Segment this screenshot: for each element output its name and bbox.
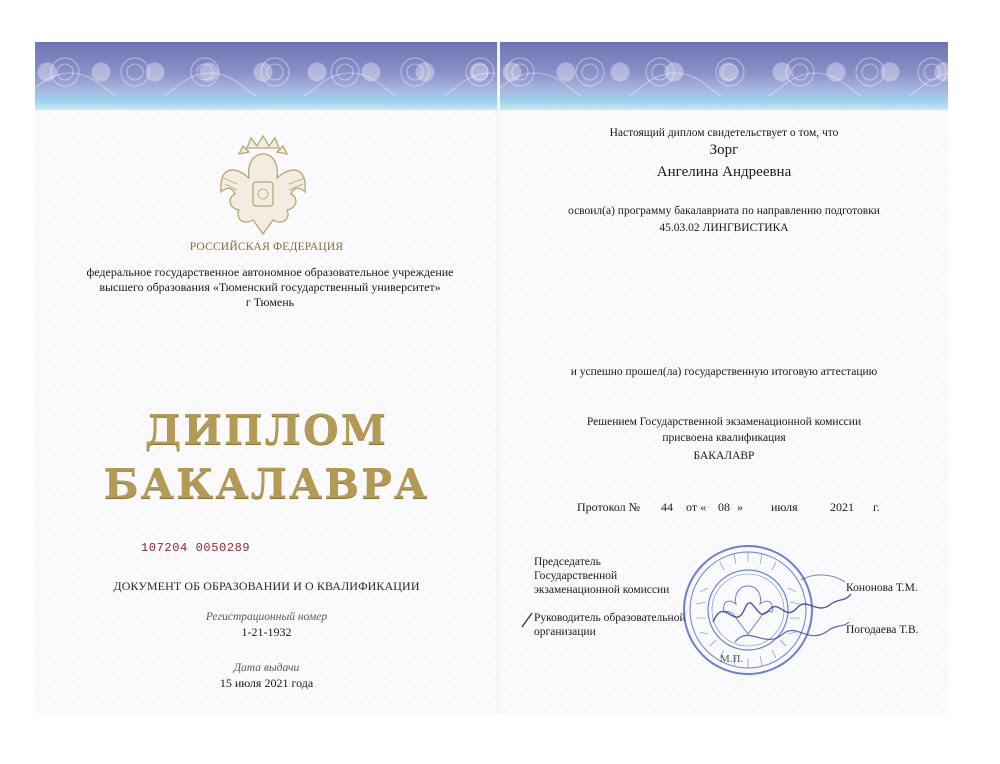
graduate-surname: Зорг: [709, 142, 739, 158]
protocol-number: 44: [661, 500, 673, 514]
qualification: БАКАЛАВР: [693, 450, 755, 462]
head-title-line-1: Руководитель образовательной: [534, 612, 686, 624]
protocol-year: 2021: [830, 500, 854, 514]
security-band: [500, 42, 948, 110]
russian-coat-of-arms-icon: [213, 134, 313, 244]
protocol-date-close: »: [737, 500, 743, 514]
chair-title-line-2: Государственной: [534, 570, 618, 582]
guilloche-pattern: [500, 48, 948, 96]
protocol-year-suffix: г.: [873, 500, 880, 514]
head-signatory-name: Погодаева Т.В.: [846, 624, 919, 636]
handwritten-signature: [705, 564, 855, 664]
registration-number-label: Регистрационный номер: [205, 611, 328, 623]
commission-decision-line-2: присвоена квалификация: [662, 432, 786, 444]
registration-number: 1-21-1932: [241, 625, 292, 639]
program-name: 45.03.02 ЛИНГВИСТИКА: [659, 222, 789, 234]
institution-city: г Тюмень: [245, 295, 295, 309]
protocol-label: Протокол №: [577, 500, 641, 514]
protocol-month: июля: [771, 500, 798, 514]
diploma-serial-number: 107204 0050289: [141, 541, 251, 555]
country-name: РОССИЙСКАЯ ФЕДЕРАЦИЯ: [189, 241, 344, 253]
diploma-right-page: [500, 42, 948, 714]
pen-mark-icon: [520, 612, 534, 628]
protocol-date-open: от «: [686, 500, 707, 514]
diploma-title-line-1: ДИПЛОМ: [144, 406, 389, 454]
commission-decision-line-1: Решением Государственной экзаменационной комиссии: [586, 416, 862, 428]
certifies-statement: Настоящий диплом свидетельствует о том, что: [609, 127, 839, 139]
head-title-line-2: организации: [534, 626, 596, 638]
program-statement: освоил(а) программу бакалавриата по направлению подготовки: [568, 205, 880, 217]
issue-date: 15 июля 2021 года: [219, 676, 314, 690]
institution-line-2: высшего образования «Тюменский государственный университет»: [99, 280, 441, 294]
chair-signatory-name: Кононова Т.М.: [846, 582, 918, 594]
security-band: [35, 42, 498, 110]
chair-title-line-3: экзаменационной комиссии: [534, 584, 670, 596]
institution-line-1: федеральное государственное автономное образовательное учреждение: [86, 265, 454, 279]
issue-date-label: Дата выдачи: [233, 662, 300, 674]
guilloche-pattern: [35, 48, 498, 96]
stamp-place-label: М.П.: [720, 653, 744, 665]
attestation-statement: и успешно прошел(ла) государственную итоговую аттестацию: [570, 366, 878, 378]
protocol-day: 08: [718, 500, 730, 514]
chair-title-line-1: Председатель: [534, 556, 601, 568]
diploma-title-line-2: БАКАЛАВРА: [103, 460, 430, 508]
document-type: ДОКУМЕНТ ОБ ОБРАЗОВАНИИ И О КВАЛИФИКАЦИИ: [113, 579, 420, 593]
graduate-given-names: Ангелина Андреевна: [656, 164, 792, 180]
diploma-left-page: [35, 42, 498, 714]
